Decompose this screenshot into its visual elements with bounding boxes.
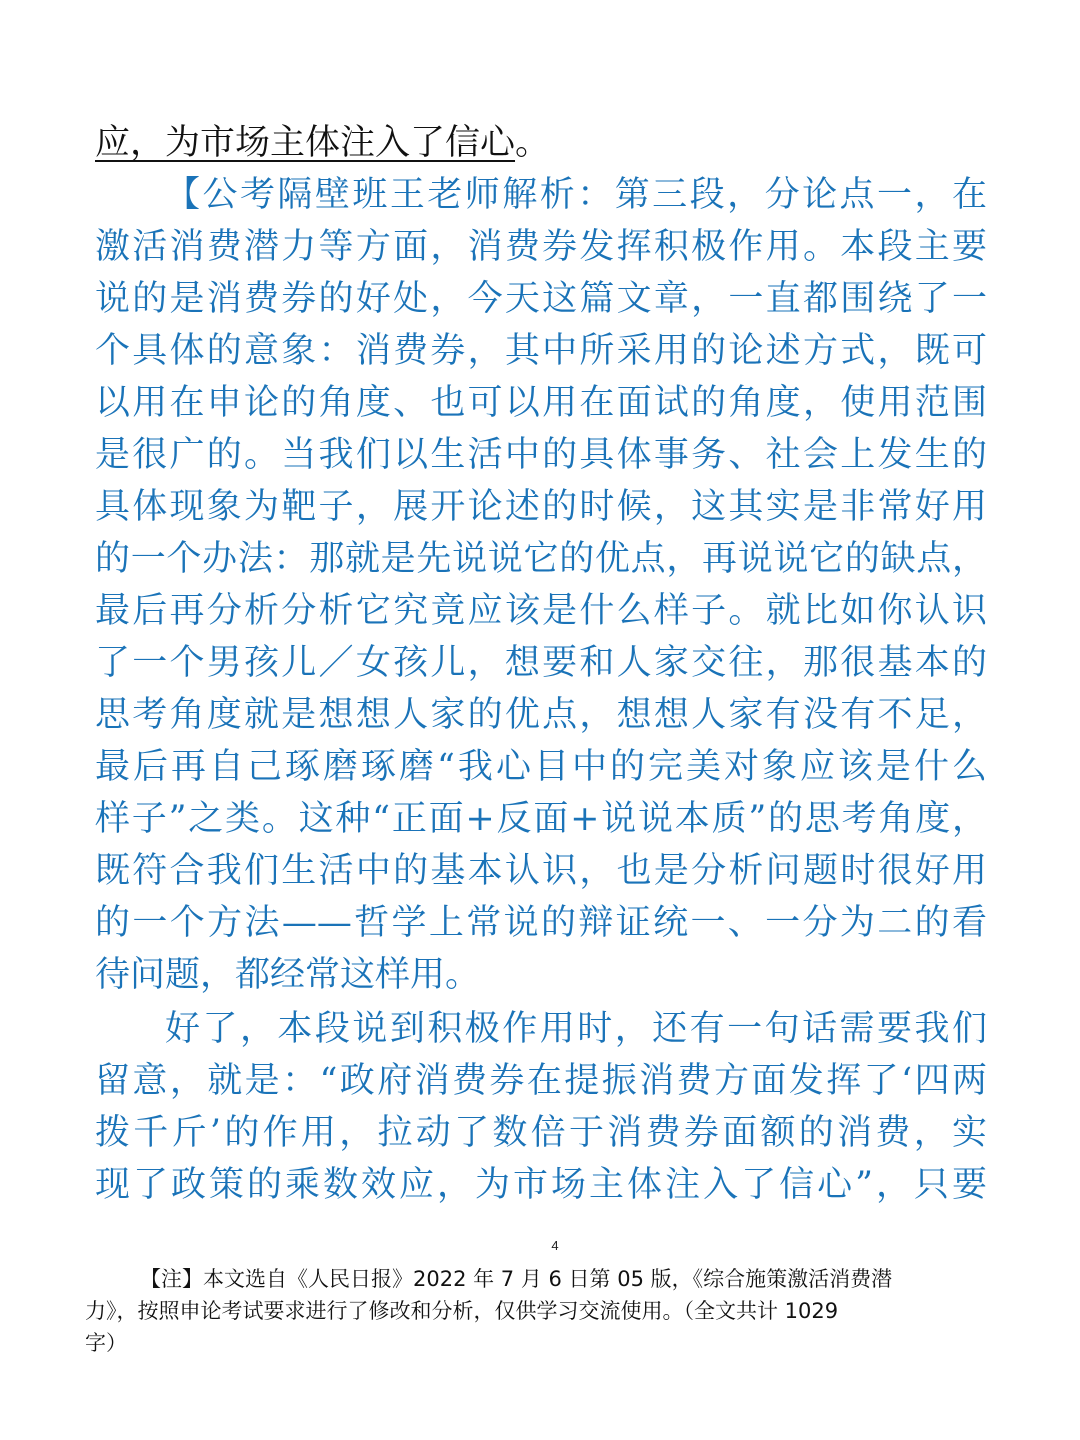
- analysis-line: 思考角度就是想想人家的优点，想想人家有没有不足，: [95, 695, 987, 735]
- underlined-quote: 应，为市场主体注入了信心: [95, 123, 516, 163]
- carryover-punctuation: 。: [515, 123, 551, 163]
- analysis-line: 样子”之类。这种“正面+反面+说说本质”的思考角度，: [95, 799, 987, 839]
- analysis-line: 【公考隔壁班王老师解析：第三段，分论点一，在: [165, 175, 987, 215]
- analysis-line: 了一个男孩儿／女孩儿，想要和人家交往，那很基本的: [95, 643, 987, 683]
- analysis-line: 待问题，都经常这样用。: [95, 955, 481, 995]
- followup-line: 现了政策的乘数效应，为市场主体注入了信心”，只要: [95, 1165, 987, 1205]
- analysis-line: 说的是消费券的好处，今天这篇文章，一直都围绕了一: [95, 279, 987, 319]
- footnote-line: 【注】本文选自《人民日报》2022 年 7 月 6 日第 05 版，《综合施策激活消费潜: [140, 1267, 893, 1291]
- analysis-line: 既符合我们生活中的基本认识，也是分析问题时很好用: [95, 851, 987, 891]
- followup-line: 好了，本段说到积极作用时，还有一句话需要我们: [165, 1009, 987, 1049]
- followup-line: 留意，就是：“政府消费券在提振消费方面发挥了‘四两: [95, 1061, 987, 1101]
- analysis-line: 个具体的意象：消费券，其中所采用的论述方式，既可: [95, 331, 987, 371]
- analysis-line: 以用在申论的角度、也可以用在面试的角度，使用范围: [95, 383, 987, 423]
- followup-line: 拨千斤’的作用，拉动了数倍于消费券面额的消费，实: [95, 1113, 987, 1153]
- analysis-line: 的一个方法——哲学上常说的辩证统一、一分为二的看: [95, 903, 987, 943]
- footnote-line: 字）: [85, 1331, 127, 1355]
- analysis-line: 具体现象为靶子，展开论述的时候，这其实是非常好用: [95, 487, 987, 527]
- footnote-line: 力》，按照申论考试要求进行了修改和分析，仅供学习交流使用。（全文共计 1029: [85, 1299, 839, 1323]
- analysis-line: 激活消费潜力等方面，消费券发挥积极作用。本段主要: [95, 227, 987, 267]
- page-number: 4: [551, 1238, 559, 1253]
- carryover-line: [95, 118, 987, 168]
- analysis-line: 最后再分析分析它究竟应该是什么样子。就比如你认识: [95, 591, 987, 631]
- analysis-line: 最后再自己琢磨琢磨“我心目中的完美对象应该是什么: [95, 747, 987, 787]
- analysis-line: 是很广的。当我们以生活中的具体事务、社会上发生的: [95, 435, 987, 475]
- analysis-line: 的一个办法：那就是先说说它的优点，再说说它的缺点，: [95, 539, 987, 579]
